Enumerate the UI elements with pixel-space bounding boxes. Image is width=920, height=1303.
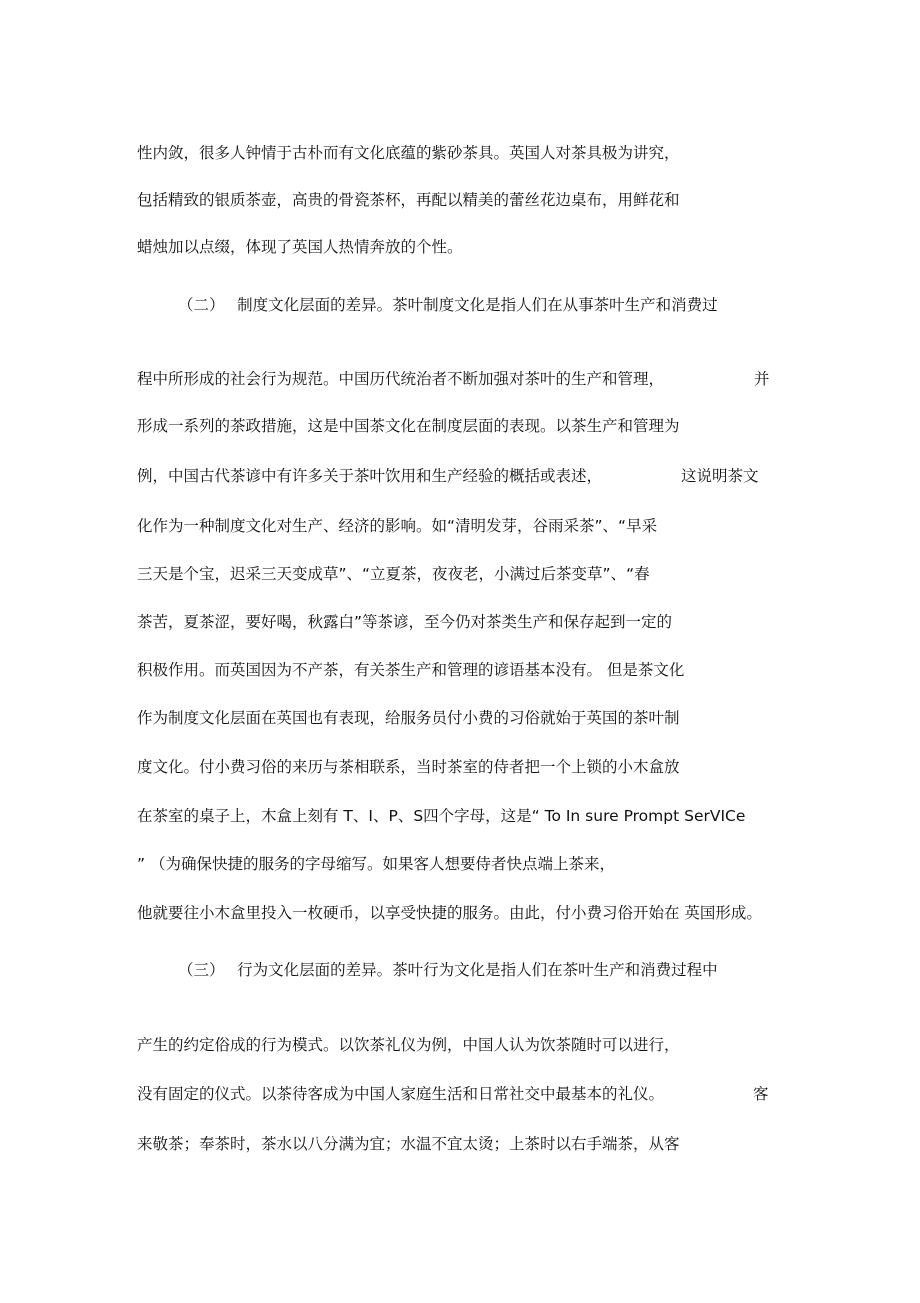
text-segment: 积极作用。而英国因为不产茶，有关茶生产和管理的谚语基本没有。 但是茶文化: [137, 661, 685, 679]
text-segment: 茶苦，夏茶涩，要好喝，秋露白”等茶谚，至今仍对茶类生产和保存起到一定的: [137, 613, 673, 631]
text-segment: 性内敛，很多人钟情于古朴而有文化底蕴的紫砂茶具。英国人对茶具极为讲究，: [137, 144, 680, 162]
text-line: [137, 190, 802, 210]
text-line: [137, 854, 802, 874]
text-segment: 程中所形成的社会行为规范。中国历代统治者不断加强对茶叶的生产和管理，: [137, 370, 665, 388]
text-segment: 来敬茶；奉茶时，茶水以八分满为宜；水温不宜太烫；上茶时以右手端茶，从客: [137, 1135, 680, 1153]
text-line: [137, 806, 807, 826]
text-segment: 在茶室的桌子上，木盒上刻有 T、I、P、S四个字母，这是“ To In sure Prompt SerVICe: [137, 807, 746, 825]
text-line: [137, 612, 802, 632]
section-heading-line: [178, 295, 758, 315]
text-segment: 没有固定的仪式。以茶待客成为中国人家庭生活和日常社交中最基本的礼仪。: [137, 1085, 665, 1103]
text-segment: 形成一系列的茶政措施，这是中国茶文化在制度层面的表现。以茶生产和管理为: [137, 417, 680, 435]
text-line: [137, 708, 802, 728]
text-line: [137, 660, 802, 680]
text-segment: 他就要往小木盒里投入一枚硬币，以享受快捷的服务。由此，付小费习俗开始在 英国形成。: [137, 904, 762, 922]
text-line: [137, 416, 802, 436]
text-segment: （二） 制度文化层面的差异。茶叶制度文化是指人们在从事茶叶生产和消费过: [178, 296, 718, 314]
text-line: [137, 903, 807, 923]
text-segment: 化作为一种制度文化对生产、经济的影响。如“清明发芽，谷雨采茶”、“早采: [137, 517, 658, 535]
text-line: [137, 757, 802, 777]
text-segment: 这说明茶文: [681, 467, 759, 485]
text-segment: 作为制度文化层面在英国也有表现，给服务员付小费的习俗就始于英国的茶叶制: [137, 709, 680, 727]
text-segment: 蜡烛加以点缀，体现了英国人热情奔放的个性。: [137, 238, 463, 256]
text-line: [137, 237, 802, 257]
text-segment: 度文化。付小费习俗的来历与茶相联系，当时茶室的侍者把一个上锁的小木盒放: [137, 758, 680, 776]
text-line: [137, 369, 802, 389]
text-line: [137, 564, 802, 584]
text-segment: 产生的约定俗成的行为模式。以饮茶礼仪为例，中国人认为饮茶随时可以进行，: [137, 1036, 680, 1054]
text-line: [137, 143, 802, 163]
text-line: [137, 1084, 802, 1104]
text-segment: 包括精致的银质茶壶，高贵的骨瓷茶杯，再配以精美的蕾丝花边桌布，用鲜花和: [137, 191, 680, 209]
text-segment: 并: [754, 370, 770, 388]
text-line: [137, 516, 802, 536]
text-line: [137, 466, 802, 486]
text-segment: 例，中国古代茶谚中有许多关于茶叶饮用和生产经验的概括或表述，: [137, 467, 603, 485]
text-segment: 客: [753, 1085, 769, 1103]
text-segment: 三天是个宝，迟采三天变成草”、“立夏茶，夜夜老，小满过后茶变草”、“春: [137, 565, 650, 583]
text-segment: （三） 行为文化层面的差异。茶叶行为文化是指人们在茶叶生产和消费过程中: [178, 961, 718, 979]
text-line: [137, 1035, 802, 1055]
text-segment: ” （为确保快捷的服务的字母缩写。如果客人想要侍者快点端上茶来，: [137, 855, 615, 873]
text-line: [137, 1134, 802, 1154]
section-heading-line: [178, 960, 758, 980]
